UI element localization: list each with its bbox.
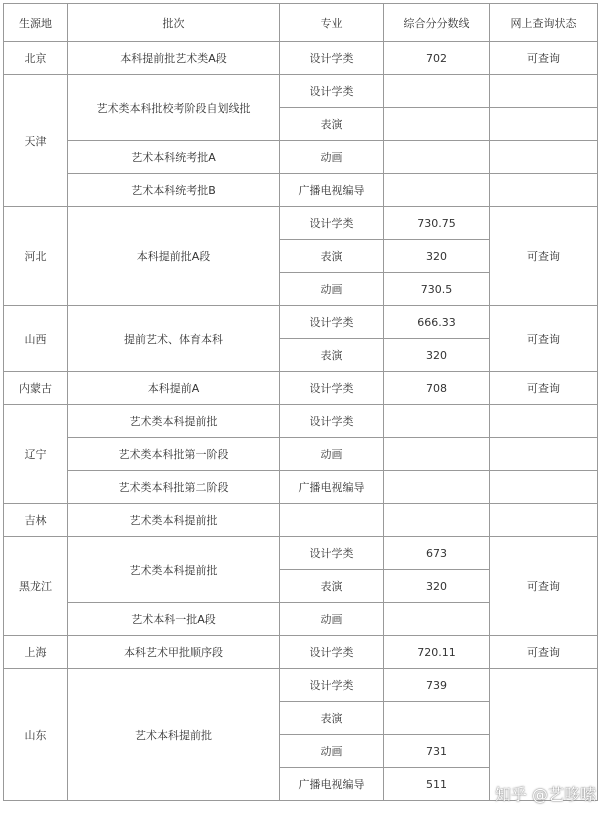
- score-table: [3, 3, 598, 801]
- province-cell: 山东: [4, 669, 68, 801]
- major-cell: 设计学类: [280, 306, 384, 339]
- table-row: [4, 174, 598, 207]
- major-cell: 动画: [280, 735, 384, 768]
- province-cell: 辽宁: [4, 405, 68, 504]
- status-cell: [490, 108, 598, 141]
- province-cell: 上海: [4, 636, 68, 669]
- batch-cell: 艺术本科提前批: [68, 669, 280, 801]
- table-row: [4, 537, 598, 570]
- status-cell: 可查询: [490, 636, 598, 669]
- major-cell: [280, 504, 384, 537]
- major-cell: 设计学类: [280, 537, 384, 570]
- header-province: 生源地: [4, 4, 68, 42]
- batch-cell: 本科提前批艺术类A段: [68, 42, 280, 75]
- province-cell: 内蒙古: [4, 372, 68, 405]
- status-cell: [490, 405, 598, 438]
- table-row: [4, 438, 598, 471]
- score-cell: 730.75: [384, 207, 490, 240]
- major-cell: 广播电视编导: [280, 768, 384, 801]
- header-score: 综合分分数线: [384, 4, 490, 42]
- score-cell: 730.5: [384, 273, 490, 306]
- major-cell: 设计学类: [280, 636, 384, 669]
- major-cell: 广播电视编导: [280, 471, 384, 504]
- score-cell: 731: [384, 735, 490, 768]
- score-cell: [384, 603, 490, 636]
- score-cell: [384, 75, 490, 108]
- batch-cell: 艺术本科统考批A: [68, 141, 280, 174]
- score-cell: 666.33: [384, 306, 490, 339]
- table-row: [4, 207, 598, 240]
- table-row: [4, 42, 598, 75]
- status-cell: [490, 438, 598, 471]
- table-row: [4, 669, 598, 702]
- score-cell: 320: [384, 339, 490, 372]
- status-cell: [490, 174, 598, 207]
- score-cell: 708: [384, 372, 490, 405]
- major-cell: 表演: [280, 702, 384, 735]
- batch-cell: 艺术本科一批A段: [68, 603, 280, 636]
- table-row: [4, 306, 598, 339]
- province-cell: 吉林: [4, 504, 68, 537]
- batch-cell: 本科艺术甲批顺序段: [68, 636, 280, 669]
- major-cell: 设计学类: [280, 75, 384, 108]
- status-cell: [490, 471, 598, 504]
- batch-cell: 提前艺术、体育本科: [68, 306, 280, 372]
- major-cell: 设计学类: [280, 669, 384, 702]
- status-cell: [490, 75, 598, 108]
- status-cell: 可查询: [490, 537, 598, 636]
- status-cell: 可查询: [490, 306, 598, 372]
- major-cell: 设计学类: [280, 42, 384, 75]
- score-cell: [384, 108, 490, 141]
- major-cell: 动画: [280, 273, 384, 306]
- table-row: [4, 141, 598, 174]
- major-cell: 表演: [280, 108, 384, 141]
- score-cell: [384, 438, 490, 471]
- batch-cell: 艺术类本科批校考阶段自划线批: [68, 75, 280, 141]
- major-cell: 表演: [280, 339, 384, 372]
- batch-cell: 艺术类本科提前批: [68, 405, 280, 438]
- batch-cell: 艺术本科统考批B: [68, 174, 280, 207]
- major-cell: 表演: [280, 240, 384, 273]
- batch-cell: 艺术类本科批第一阶段: [68, 438, 280, 471]
- score-cell: 739: [384, 669, 490, 702]
- header-row: [4, 4, 598, 42]
- score-cell: [384, 504, 490, 537]
- table-row: [4, 504, 598, 537]
- province-cell: 山西: [4, 306, 68, 372]
- major-cell: 设计学类: [280, 372, 384, 405]
- header-status: 网上查询状态: [490, 4, 598, 42]
- major-cell: 动画: [280, 438, 384, 471]
- table-row: [4, 75, 598, 108]
- major-cell: 广播电视编导: [280, 174, 384, 207]
- status-cell: 可查询: [490, 372, 598, 405]
- major-cell: 设计学类: [280, 207, 384, 240]
- batch-cell: 本科提前批A段: [68, 207, 280, 306]
- batch-cell: 艺术类本科提前批: [68, 504, 280, 537]
- table-row: [4, 372, 598, 405]
- province-cell: 黑龙江: [4, 537, 68, 636]
- score-cell: [384, 141, 490, 174]
- header-major: 专业: [280, 4, 384, 42]
- major-cell: 表演: [280, 570, 384, 603]
- score-cell: 320: [384, 240, 490, 273]
- score-cell: 720.11: [384, 636, 490, 669]
- batch-cell: 艺术类本科批第二阶段: [68, 471, 280, 504]
- batch-cell: 艺术类本科提前批: [68, 537, 280, 603]
- score-cell: 320: [384, 570, 490, 603]
- table-row: [4, 636, 598, 669]
- header-batch: 批次: [68, 4, 280, 42]
- score-cell: [384, 702, 490, 735]
- batch-cell: 本科提前A: [68, 372, 280, 405]
- score-cell: [384, 405, 490, 438]
- table-row: [4, 471, 598, 504]
- major-cell: 设计学类: [280, 405, 384, 438]
- score-cell: 673: [384, 537, 490, 570]
- score-cell: [384, 471, 490, 504]
- province-cell: 北京: [4, 42, 68, 75]
- watermark: 知乎 @艺哆嗦: [494, 784, 596, 804]
- status-cell: 可查询: [490, 42, 598, 75]
- province-cell: 天津: [4, 75, 68, 207]
- status-cell: [490, 504, 598, 537]
- province-cell: 河北: [4, 207, 68, 306]
- score-cell: 702: [384, 42, 490, 75]
- score-cell: [384, 174, 490, 207]
- table-row: [4, 405, 598, 438]
- major-cell: 动画: [280, 603, 384, 636]
- score-cell: 511: [384, 768, 490, 801]
- status-cell: 可查询: [490, 207, 598, 306]
- major-cell: 动画: [280, 141, 384, 174]
- status-cell: [490, 141, 598, 174]
